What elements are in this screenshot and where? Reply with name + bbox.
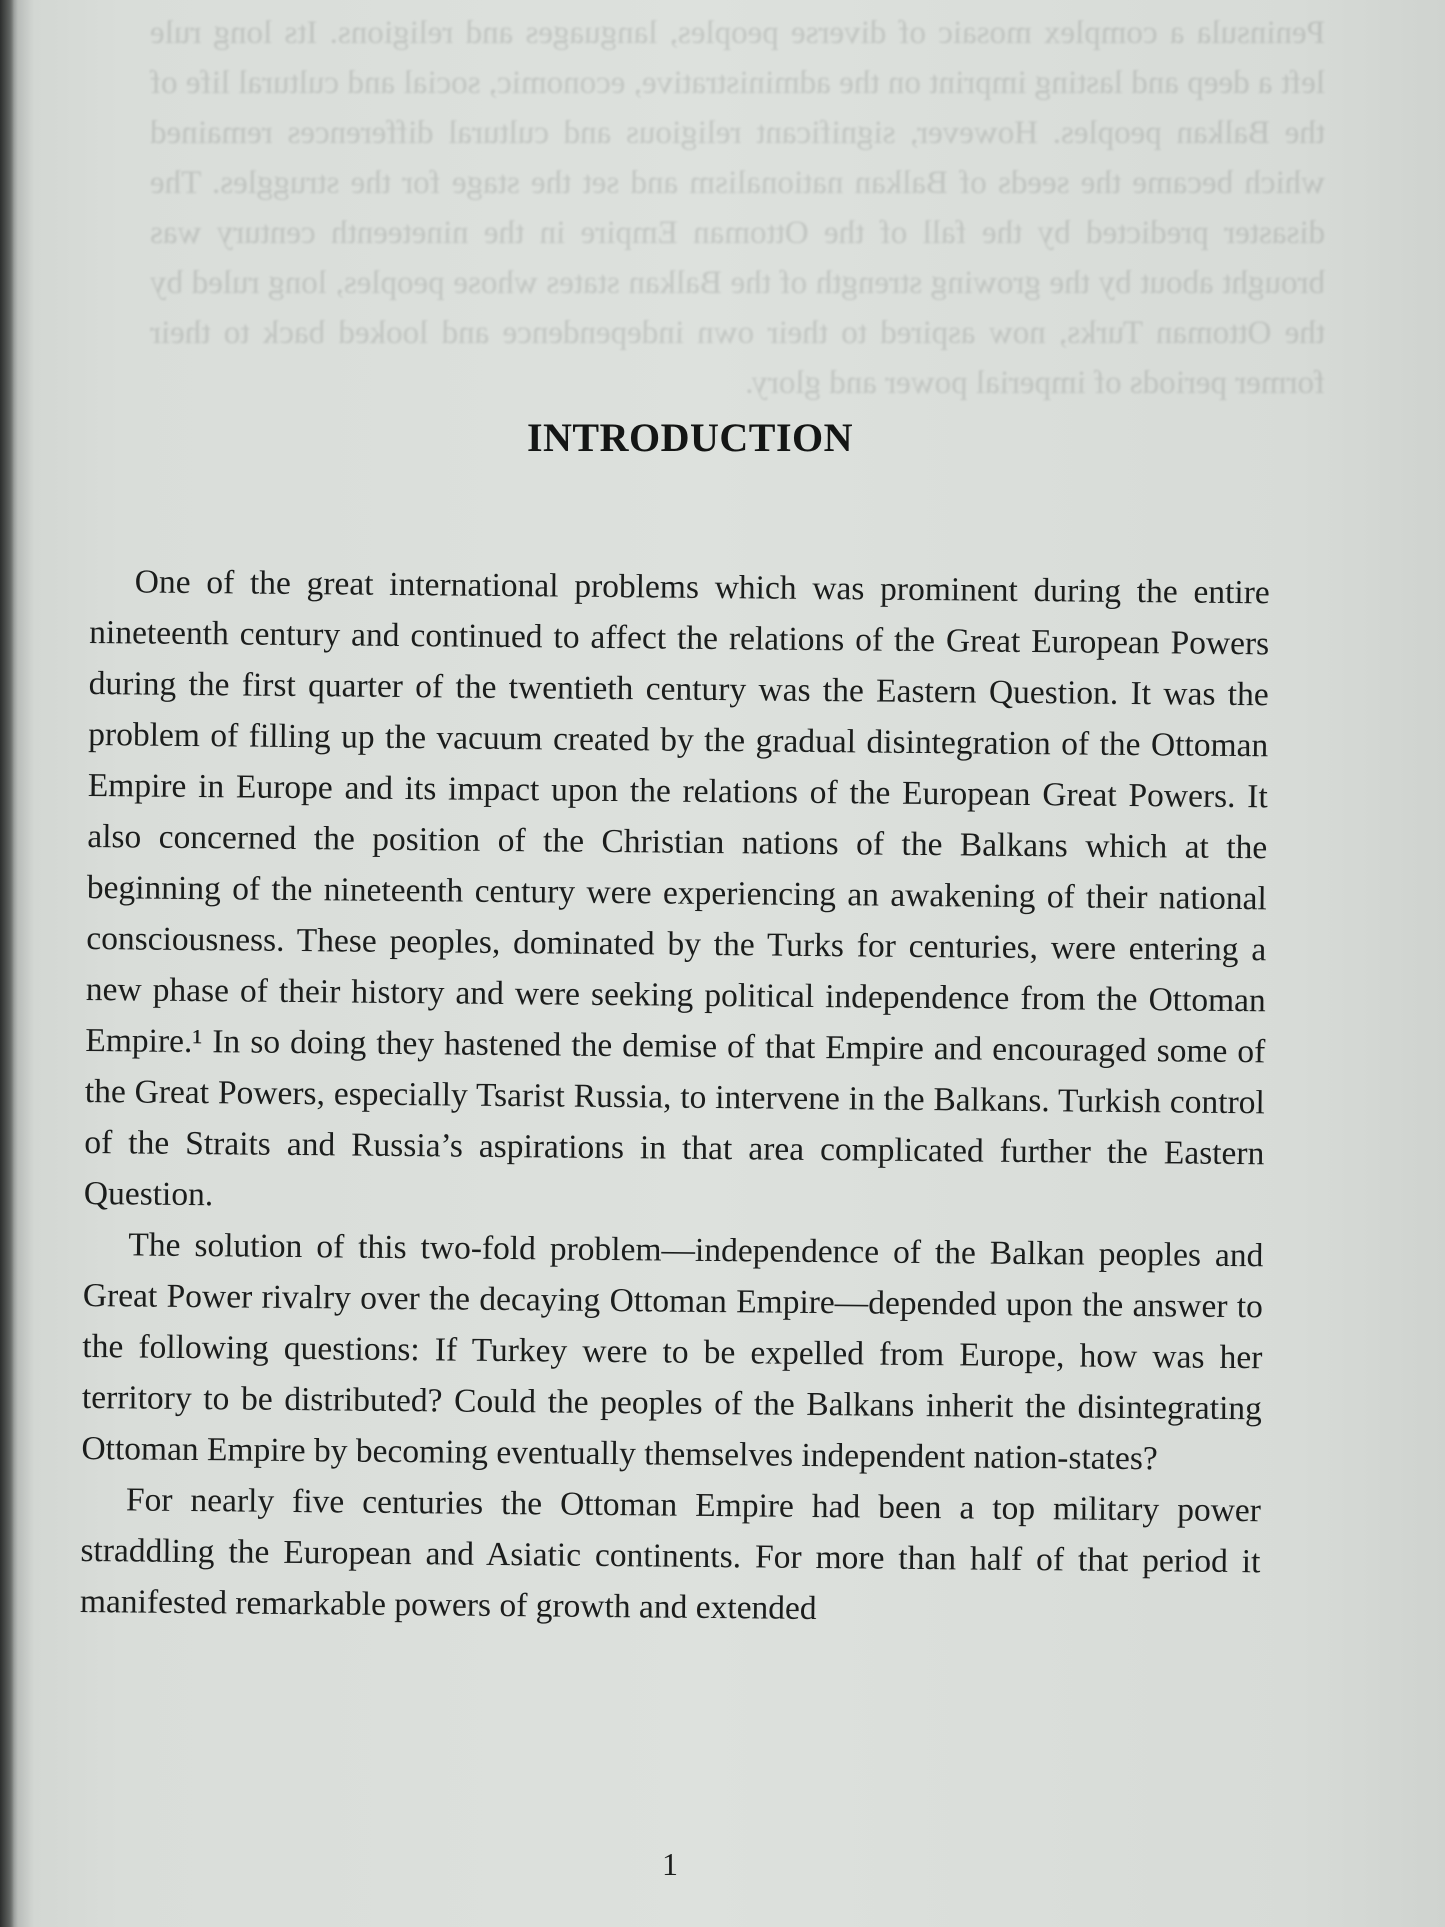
- page-number: 1: [662, 1846, 678, 1882]
- paragraph-1: One of the great international problems which was prominent during the entire nineteenth century and continued to affect the relations of the Great European Powers during the first quarter of the twentieth century was the Eastern Question. It was the problem of filling up the vacuum created by the gradual disintegration of the Ottoman Empire in Europe and its impact upon the relations of the European Great Powers. It also concerned the position of the Christian nations of the Balkans which at the beginning of the nineteenth century were experiencing an awakening of their national consciousness. These peoples, dominated by the Turks for centuries, were entering a new phase of their history and were seeking political independence from the Ottoman Empire.¹ In so doing they hastened the demise of that Empire and encouraged some of the Great Powers, especially Tsarist Russia, to intervene in the Balkans. Turkish control of the Straits and Russia’s aspirations in that area complicated further the Eastern Question.: [83, 563, 1270, 1214]
- paragraph-3: For nearly five centuries the Ottoman Empire had been a top military power straddling the European and Asiatic continents. For more than half of that period it manifested remarkable powers of growth and extended: [79, 1481, 1262, 1628]
- body-text: [80, 556, 1270, 1638]
- chapter-title: INTRODUCTION: [526, 415, 854, 460]
- show-through-text: Peninsula a complex mosaic of diverse peoples, languages and religions. Its long rule left a deep and lasting imprint on the administrative, economic, social and cultural life of the Balkan peoples. However, significant religious and cultural differences remained which became the seeds of Balkan nationalism and set the stage for the struggles. The disaster predicted by the fall of the Ottoman Empire in the nineteenth century was brought about by the growing strength of the Balkan states whose peoples, long ruled by the Ottoman Turks, now aspired to their own independence and looked back to their former periods of imperial power and glory.: [150, 15, 1325, 401]
- paragraph-2: The solution of this two-fold problem—independence of the Balkan peoples and Great Power rivalry over the decaying Ottoman Empire—depended upon the answer to the following questions: If Turkey were to be expelled from Europe, how was her territory to be distributed? Could the peoples of the Balkans inherit the disintegrating Ottoman Empire by becoming eventually themselves independent nation-states?: [81, 1226, 1264, 1478]
